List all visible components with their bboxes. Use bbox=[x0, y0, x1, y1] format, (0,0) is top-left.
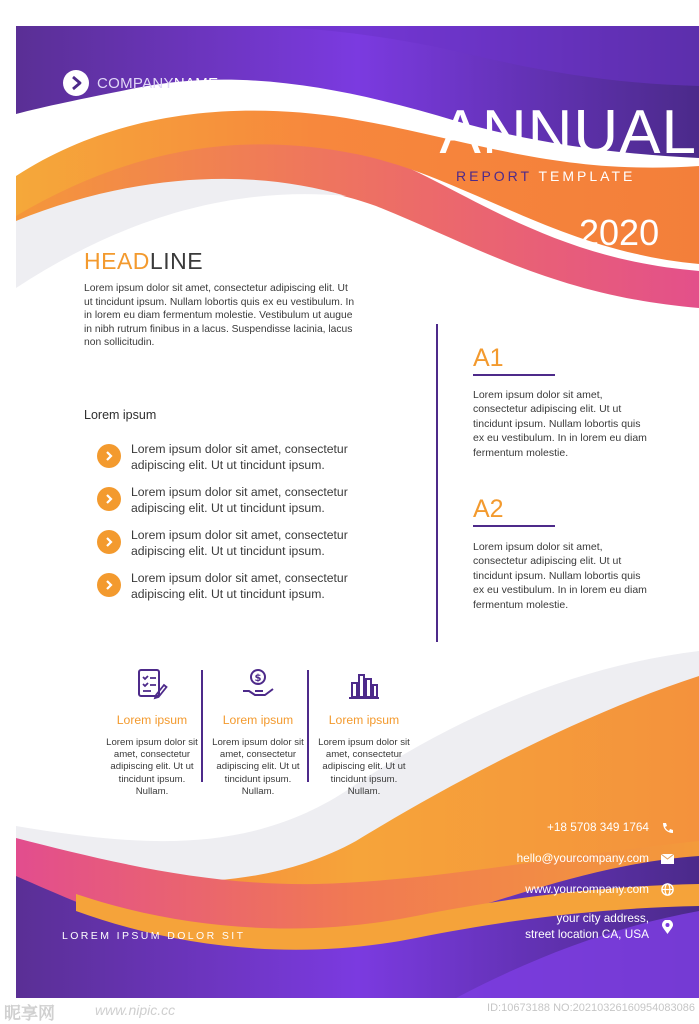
feature-body: Lorem ipsum dolor sit amet, consectetur adipiscing elit. Ut ut tincidunt ipsum. Nullam. bbox=[106, 737, 198, 797]
company-name: COMPANYNAME bbox=[97, 74, 219, 92]
chevron-right-icon bbox=[97, 444, 121, 468]
list-item bbox=[97, 526, 387, 569]
list-item-text: Lorem ipsum dolor sit amet, consectetur adipiscing elit. Ut ut tincidunt ipsum. bbox=[131, 528, 348, 558]
column-divider bbox=[436, 324, 438, 642]
feature-card bbox=[316, 667, 412, 798]
section-a1-body: Lorem ipsum dolor sit amet, consectetur adipiscing elit. Ut ut tincidunt ipsum. Nullam lobortis quis ex eu vestibulum. In in lorem eu diam fermentum molestie. bbox=[473, 389, 647, 459]
list-item-text: Lorem ipsum dolor sit amet, consectetur adipiscing elit. Ut ut tincidunt ipsum. bbox=[131, 571, 348, 601]
chevron-right-icon bbox=[97, 530, 121, 554]
feature-card bbox=[104, 667, 200, 798]
list-item-text: Lorem ipsum dolor sit amet, consectetur adipiscing elit. Ut ut tincidunt ipsum. bbox=[131, 442, 348, 472]
section-a2-rule bbox=[473, 525, 555, 527]
chevron-right-circle-icon bbox=[63, 70, 89, 96]
feature-card bbox=[210, 667, 306, 798]
section-a2-body: Lorem ipsum dolor sit amet, consectetur adipiscing elit. Ut ut tincidunt ipsum. Nullam lobortis quis ex eu vestibulum. In in lorem eu diam fermentum molestie. bbox=[473, 541, 647, 611]
list-item bbox=[97, 483, 387, 526]
feature-divider bbox=[201, 670, 203, 782]
brochure-page bbox=[16, 26, 699, 998]
watermark-bar bbox=[0, 998, 699, 1024]
bar-chart-icon bbox=[316, 667, 412, 701]
contact-address: your city address, street location CA, USA bbox=[525, 911, 675, 942]
feature-body: Lorem ipsum dolor sit amet, consectetur adipiscing elit. Ut ut tincidunt ipsum. Nullam. bbox=[318, 737, 410, 797]
svg-text:$: $ bbox=[254, 673, 262, 684]
bullet-list bbox=[97, 440, 387, 612]
chevron-right-icon bbox=[97, 573, 121, 597]
list-title: Lorem ipsum bbox=[84, 408, 157, 422]
list-item bbox=[97, 440, 387, 483]
clipboard-checklist-icon bbox=[104, 667, 200, 701]
section-a1-rule bbox=[473, 374, 555, 376]
list-item-text: Lorem ipsum dolor sit amet, consectetur adipiscing elit. Ut ut tincidunt ipsum. bbox=[131, 485, 348, 515]
footer-tagline: LOREM IPSUM DOLOR SIT bbox=[62, 930, 246, 942]
report-subtitle: REPORT TEMPLATE bbox=[456, 168, 636, 184]
list-item bbox=[97, 569, 387, 612]
contact-web: www.yourcompany.com bbox=[525, 882, 675, 898]
report-year: 2020 bbox=[579, 212, 660, 253]
contact-phone: +18 5708 349 1764 bbox=[547, 820, 675, 836]
mail-icon bbox=[659, 854, 675, 864]
watermark-id: ID:10673188 NO:20210326160954083086 bbox=[487, 1002, 695, 1014]
feature-body: Lorem ipsum dolor sit amet, consectetur adipiscing elit. Ut ut tincidunt ipsum. Nullam. bbox=[212, 737, 304, 797]
headline: HEADLINE bbox=[84, 248, 204, 274]
phone-icon bbox=[659, 822, 675, 834]
feature-title: Lorem ipsum bbox=[328, 713, 400, 727]
globe-icon bbox=[659, 883, 675, 896]
feature-title: Lorem ipsum bbox=[222, 713, 294, 727]
chevron-right-icon bbox=[97, 487, 121, 511]
feature-divider bbox=[307, 670, 309, 782]
feature-title: Lorem ipsum bbox=[116, 713, 188, 727]
intro-paragraph: Lorem ipsum dolor sit amet, consectetur adipiscing elit. Ut ut tincidunt ipsum. Nullam lobortis quis ex eu vestibulum. In in lorem eu diam fermentum molestie. Vestibulum ut augue in nibh rutrum finibus in a lacus. Suspendisse lacinia, lacus non sollicitudin. bbox=[84, 283, 355, 349]
company-logo bbox=[63, 70, 218, 96]
section-a1-title: A1 bbox=[473, 344, 504, 372]
watermark-site: 昵享网 bbox=[4, 1004, 55, 1023]
contact-email: hello@yourcompany.com bbox=[517, 851, 675, 867]
report-title: ANNUAL bbox=[439, 98, 697, 167]
location-pin-icon bbox=[659, 920, 675, 934]
hand-coin-icon bbox=[210, 667, 306, 701]
watermark-url: www.nipic.cc bbox=[95, 1002, 176, 1018]
section-a2-title: A2 bbox=[473, 495, 504, 523]
